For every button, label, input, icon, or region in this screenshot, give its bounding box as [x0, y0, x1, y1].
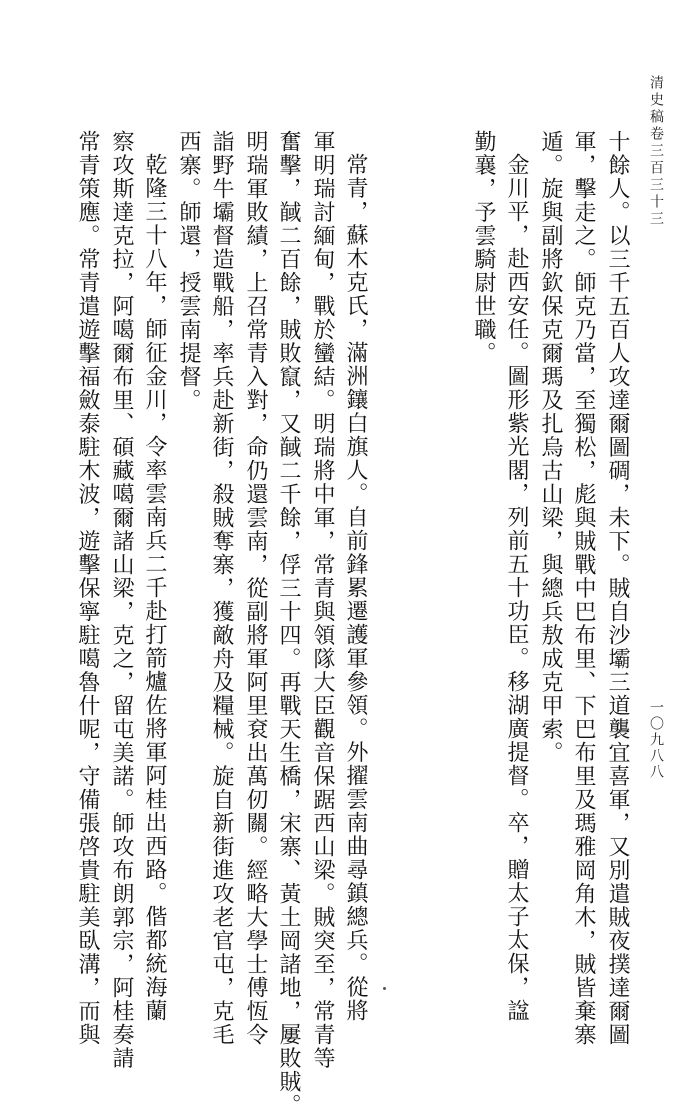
text-column: 常青策應。常青遣遊擊福斂泰駐木波，遊擊保寧駐噶魯什呢，守備張啓貴駐美臥溝，而與 [75, 130, 100, 1047]
text-column: 常青，蘇木克氏，滿洲鑲白旗人。自前鋒累遷護軍參領。外擢雲南曲尋鎮總兵。從將 [343, 153, 368, 1023]
text-column: 軍，擊走之。師克乃當，至獨松，彪與賊戰中巴布里、下巴布里及瑪雅岡角木，賊皆棄寨 [571, 130, 596, 1047]
text-column: 詣野牛壩督造戰船，率兵赴新街，殺賊奪寨，獲敵舟及糧械。旋自新街進攻老官屯，克毛 [209, 130, 234, 1047]
text-column: 勤襄，予雲騎尉世職。 [471, 130, 496, 365]
text-column: 軍明瑞討緬甸，戰於蠻結。明瑞將中軍，常青與領隊大臣觀音保踞西山梁。賊突至，常青等 [310, 130, 335, 1070]
text-column: 乾隆三十八年，師征金川，令率雲南兵二千赴打箭爐佐將軍阿桂出西路。偕都統海蘭 [142, 153, 167, 1023]
text-column: 金川平，赴西安任。圖形紫光閣，列前五十功臣。移湖廣提督。卒，贈太子太保，諡 [504, 153, 529, 1023]
text-column: 遁。旋與副將欽保克爾瑪及扎烏古山梁，與總兵敖成克甲索。 [538, 130, 563, 765]
running-header-title: 清史稿卷三百三十三 [648, 75, 664, 228]
bottom-mark [383, 987, 386, 990]
text-column: 奮擊，馘二百餘，賊敗竄，又馘二千餘，俘三十四。再戰天生橋，宋寨、黃土岡諸地，屢敗賊。 [276, 130, 301, 1117]
text-column: 十餘人。以三千五百人攻達爾圖碉，未下。賊自沙壩三道襲宜喜軍，又別遣賊夜撲達爾圖 [605, 130, 630, 1047]
page-number: 一〇九八八 [648, 700, 664, 780]
text-column: 西寨。師還，授雲南提督。 [176, 130, 201, 412]
text-column: 察攻斯達克拉，阿噶爾布里、碩藏噶爾諸山梁，克之，留屯美諾。師攻布朗郭宗，阿桂奏請 [109, 130, 134, 1070]
text-column: 明瑞軍敗績，上召常青入對，命仍還雲南，從副將軍阿里袞出萬仞關。經略大學士傅恆令 [243, 130, 268, 1047]
